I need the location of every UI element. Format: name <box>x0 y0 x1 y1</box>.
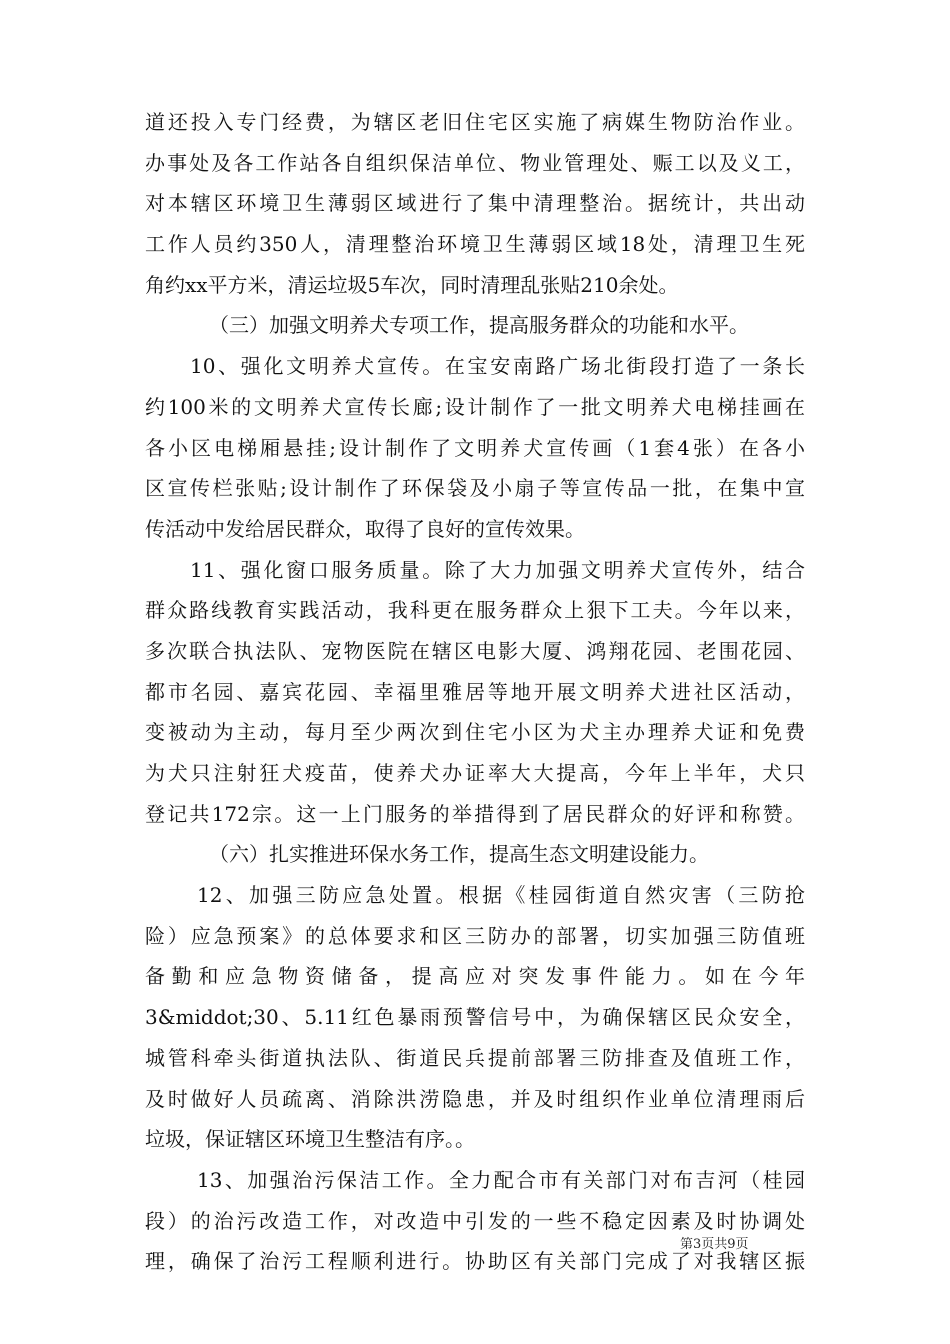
text-line: 道还投入专门经费，为辖区老旧住宅区实施了病媒生物防治作业。 <box>145 110 805 134</box>
text-line: 变被动为主动，每月至少两次到住宅小区为犬主办理养犬证和免费 <box>145 720 805 745</box>
text-line: 办事处及各工作站各自组织保洁单位、物业管理处、赈工以及义工， <box>145 150 805 175</box>
text-line: 角约xx平方米，清运垃圾5车次，同时清理乱张贴210余处。 <box>145 272 679 297</box>
text-line: 11、强化窗口服务质量。除了大力加强文明养犬宣传外，结合 <box>190 557 805 582</box>
text-line: 13、加强治污保洁工作。全力配合市有关部门对布吉河（桂园 <box>197 1167 805 1192</box>
text-line: 险）应急预案》的总体要求和区三防办的部署，切实加强三防值班 <box>145 923 805 948</box>
text-line: 3&middot;30、5.11红色暴雨预警信号中，为确保辖区民众安全， <box>145 1005 805 1030</box>
text-line: 及时做好人员疏离、消除洪涝隐患，并及时组织作业单位清理雨后 <box>145 1086 805 1111</box>
text-line: 为犬只注射狂犬疫苗，使养犬办证率大大提高，今年上半年，犬只 <box>145 761 805 785</box>
text-line: 垃圾，保证辖区环境卫生整洁有序。。 <box>145 1127 475 1152</box>
text-line: 约100米的文明养犬宣传长廊;设计制作了一批文明养犬电梯挂画在 <box>145 394 805 419</box>
page-number-footer: 第3页共9页 <box>680 1237 749 1252</box>
text-line: 工作人员约350人，清理整治环境卫生薄弱区域18处，清理卫生死 <box>145 232 805 257</box>
text-line: 都市名园、嘉宾花园、幸福里雅居等地开展文明养犬进社区活动， <box>145 679 805 704</box>
text-line: 群众路线教育实践活动，我科更在服务群众上狠下工夫。今年以来， <box>145 598 805 623</box>
text-line: 10、强化文明养犬宣传。在宝安南路广场北街段打造了一条长 <box>190 354 805 379</box>
text-line: 12、加强三防应急处置。根据《桂园街道自然灾害（三防抢 <box>197 883 805 908</box>
text-line: 各小区电梯厢悬挂;设计制作了文明养犬宣传画（1套4张）在各小 <box>145 435 805 460</box>
text-line: 对本辖区环境卫生薄弱区域进行了集中清理整治。据统计，共出动 <box>145 191 805 216</box>
text-line: 城管科牵头街道执法队、街道民兵提前部署三防排查及值班工作， <box>145 1045 805 1070</box>
text-line: 备勤和应急物资储备，提高应对突发事件能力。如在今年 <box>145 964 805 989</box>
text-line: 传活动中发给居民群众，取得了良好的宣传效果。 <box>145 516 585 541</box>
text-line: 理，确保了治污工程顺利进行。协助区有关部门完成了对我辖区振 <box>145 1249 805 1274</box>
text-line: 区宣传栏张贴;设计制作了环保袋及小扇子等宣传品一批，在集中宣 <box>145 476 805 501</box>
section-heading: （三）加强文明养犬专项工作，提高服务群众的功能和水平。 <box>209 313 749 338</box>
text-line: 登记共172宗。这一上门服务的举措得到了居民群众的好评和称赞。 <box>145 801 805 826</box>
section-heading: （六）扎实推进环保水务工作，提高生态文明建设能力。 <box>209 842 709 867</box>
text-line: 多次联合执法队、宠物医院在辖区电影大厦、鸿翔花园、老围花园、 <box>145 638 805 663</box>
body-text <box>145 102 805 1282</box>
text-line: 段）的治污改造工作，对改造中引发的一些不稳定因素及时协调处 <box>145 1208 805 1233</box>
